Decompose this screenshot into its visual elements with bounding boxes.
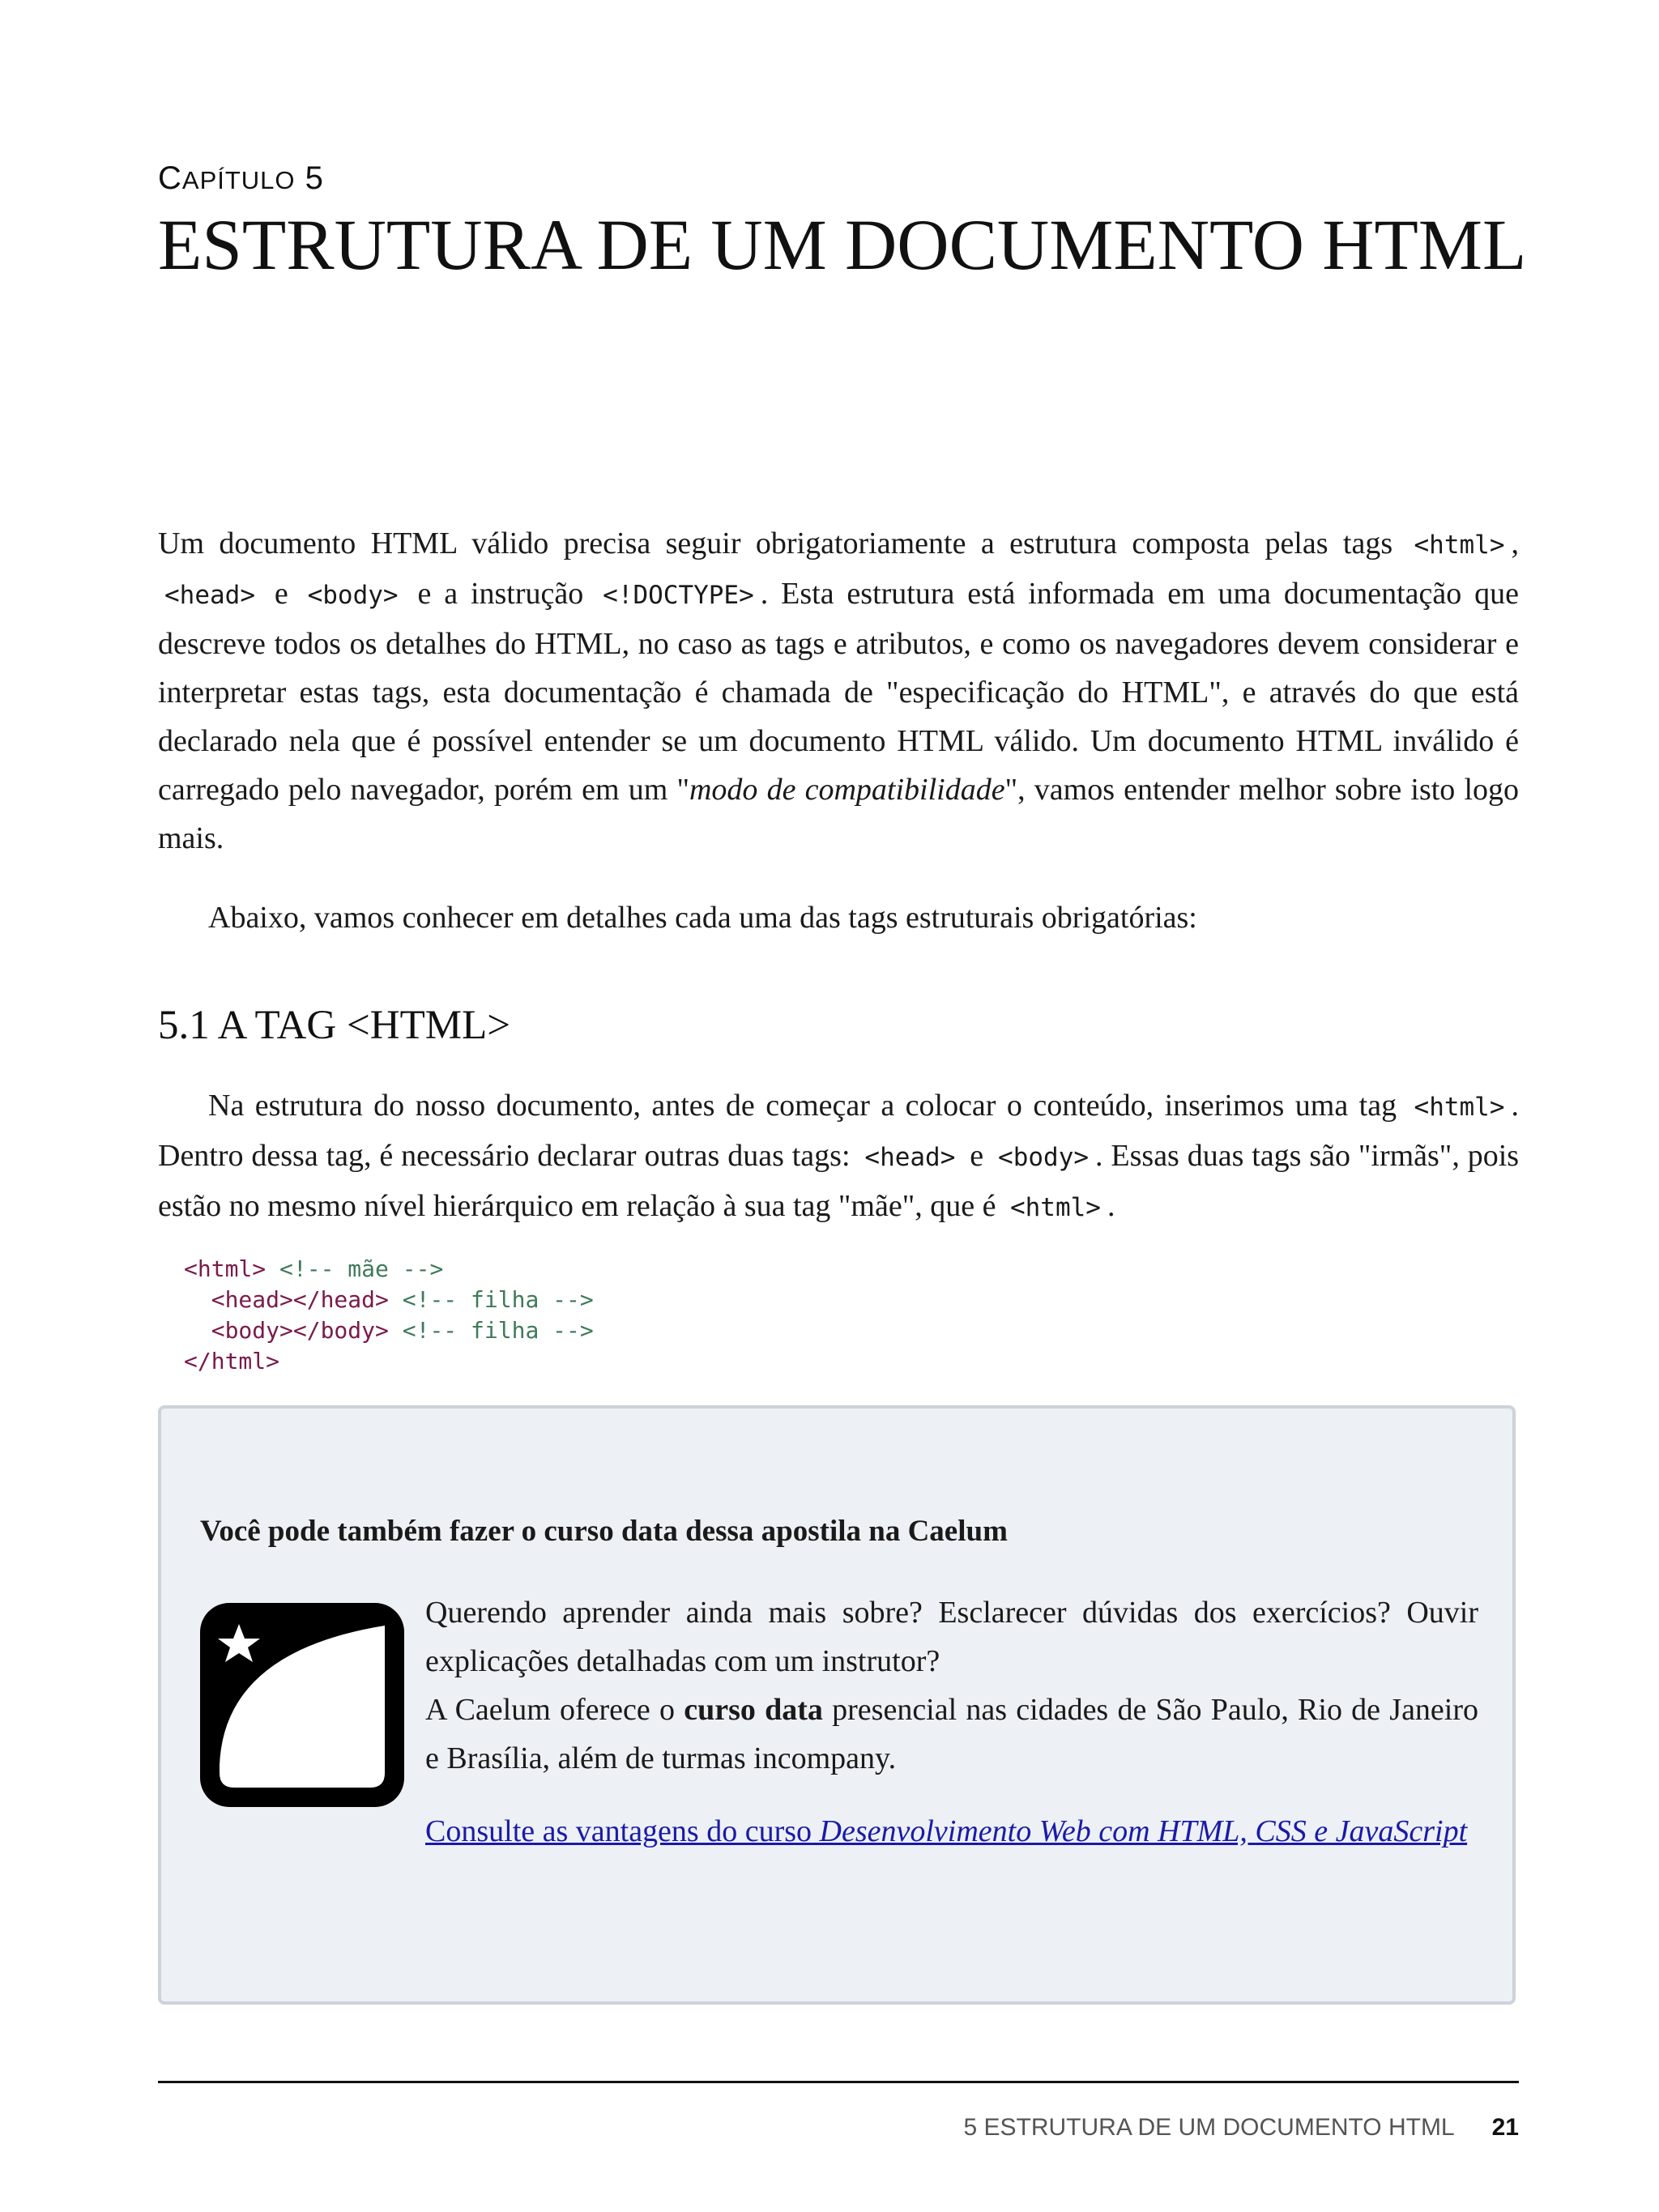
inline-code-html: <html> xyxy=(1009,1193,1101,1222)
intro-emphasis: modo de compatibilidade xyxy=(689,773,1005,807)
intro-paragraph-2: Abaixo, vamos conhecer em detalhes cada uma das tags estruturais obrigatórias: xyxy=(208,901,1197,935)
callout-text-c: presencial nas cidades de São Paulo, Rio de Janeiro e Brasília, além de turmas incompany. xyxy=(425,1693,1479,1775)
chapter-title: ESTRUTURA DE UM DOCUMENTO HTML xyxy=(158,206,1527,285)
intro-text-e: . Esta estrutura está informada em uma documentação que descreve todos os detalhes do HTML, no caso as tags e atributos, e como os navegadores devem considerar e interpretar estas tags, esta documentação é chamada de "especificação do HTML", e através do que está declarado nela que é possível entender se um documento HTML válido. Um documento HTML inválido é carregado pelo navegador, porém em um " xyxy=(158,577,1520,807)
course-link-title: Desenvolvimento Web com HTML, CSS e JavaScript xyxy=(819,1814,1468,1848)
section-text-d: . Essas duas tags são "irmãs", pois estão no mesmo nível hierárquico em relação à sua tag "mãe", que é xyxy=(158,1139,1520,1223)
inline-code-html: <html> xyxy=(1414,1093,1505,1122)
chapter-label-initial: C xyxy=(158,160,182,196)
inline-code-doctype: <!DOCTYPE> xyxy=(603,581,754,610)
inline-code-body: <body> xyxy=(998,1143,1090,1172)
intro-text-d: e a instrução xyxy=(417,577,584,611)
code-tag: <html> xyxy=(184,1255,267,1282)
intro-text-c: e xyxy=(274,577,288,611)
callout-description xyxy=(425,1588,1478,1783)
inline-code-body: <body> xyxy=(307,581,399,610)
course-link-text: Consulte as vantagens do curso xyxy=(425,1814,812,1848)
section-title: 5.1 A TAG <HTML> xyxy=(158,1003,511,1048)
inline-code-head: <head> xyxy=(164,581,255,610)
callout-title: Você pode também fazer o curso data dessa apostila na Caelum xyxy=(200,1515,1008,1548)
caelum-logo-icon xyxy=(200,1603,404,1807)
intro-text-f: ", vamos entender melhor sobre isto logo mais. xyxy=(158,773,1520,855)
footer-rule xyxy=(158,2081,1519,2083)
chapter-label-rest: APÍTULO xyxy=(181,166,296,194)
inline-code-head: <head> xyxy=(864,1143,956,1172)
callout-link-paragraph xyxy=(200,1807,1478,1856)
code-comment: <!-- filha --> xyxy=(402,1286,594,1313)
code-tag: <body></body> xyxy=(211,1317,389,1344)
intro-paragraph xyxy=(158,519,1519,863)
page-number: 21 xyxy=(1491,2114,1519,2141)
code-comment: <!-- mãe --> xyxy=(279,1255,444,1282)
section-paragraph xyxy=(158,1081,1519,1232)
code-tag: </html> xyxy=(184,1348,280,1375)
callout-text-a: Querendo aprender ainda mais sobre? Esclarecer dúvidas dos exercícios? Ouvir explicações detalhadas com um instrutor? xyxy=(425,1596,1478,1678)
section-text-b: . Dentro dessa tag, é necessário declarar outras duas tags: xyxy=(158,1089,1520,1173)
course-callout-box xyxy=(158,1405,1516,2005)
section-text-e: . xyxy=(1107,1189,1115,1223)
callout-text-b: A Caelum oferece o xyxy=(425,1693,675,1727)
code-comment: <!-- filha --> xyxy=(402,1317,594,1344)
page-footer xyxy=(963,2114,1519,2142)
code-tag: <head></head> xyxy=(211,1286,389,1313)
section-text-a: Na estrutura do nosso documento, antes de começar a colocar o conteúdo, inserimos uma tag xyxy=(208,1089,1397,1123)
inline-code-html: <html> xyxy=(1414,531,1505,560)
running-title: 5 ESTRUTURA DE UM DOCUMENTO HTML xyxy=(963,2114,1455,2141)
callout-bold: curso data xyxy=(684,1693,823,1727)
intro-text-a: Um documento HTML válido precisa seguir obrigatoriamente a estrutura composta pelas tags xyxy=(158,526,1393,560)
course-link[interactable] xyxy=(425,1814,1467,1848)
chapter-label xyxy=(158,160,324,197)
chapter-number: 5 xyxy=(305,160,324,196)
intro-text-b: , xyxy=(1511,526,1519,560)
code-block xyxy=(184,1254,594,1377)
section-text-c: e xyxy=(970,1139,984,1173)
